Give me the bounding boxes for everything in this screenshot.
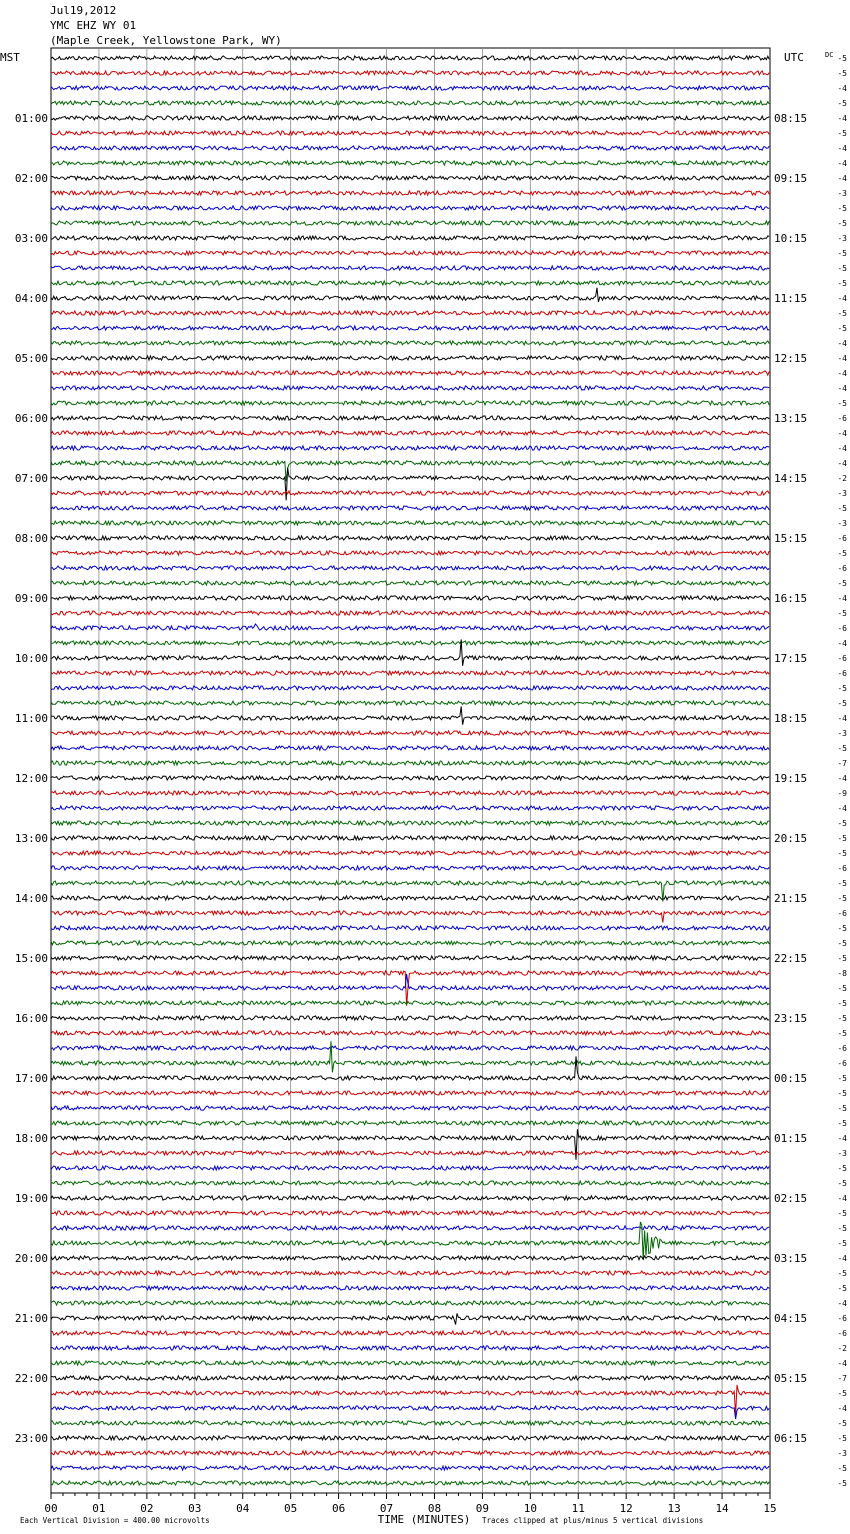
- dc-offset-label: -5: [837, 819, 847, 828]
- dc-offset-label: -5: [837, 54, 847, 63]
- utc-hour-label: 02:15: [774, 1192, 808, 1205]
- seismic-trace: [51, 341, 769, 345]
- mst-hour-label: 21:00: [14, 1312, 48, 1325]
- utc-hour-label: 21:15: [774, 892, 808, 905]
- mst-hour-label: 12:00: [14, 772, 48, 785]
- dc-offset-label: -5: [837, 1014, 847, 1023]
- dc-offset-label: -6: [837, 669, 847, 678]
- dc-offset-label: -4: [837, 594, 847, 603]
- dc-offset-label: -6: [837, 1329, 847, 1338]
- utc-hour-label: 16:15: [774, 592, 808, 605]
- dc-offset-label: -4: [837, 804, 847, 813]
- dc-offset-label: -5: [837, 1479, 847, 1488]
- seismic-trace: [51, 746, 769, 750]
- seismic-trace: [51, 761, 769, 765]
- seismic-trace: [51, 431, 769, 435]
- seismic-trace: [51, 896, 769, 900]
- seismic-trace: [51, 311, 769, 315]
- seismic-trace: [51, 521, 769, 525]
- utc-hour-label: 14:15: [774, 472, 808, 485]
- dc-offset-label: -5: [837, 744, 847, 753]
- dc-offset-label: -5: [837, 954, 847, 963]
- seismic-trace: [51, 266, 769, 270]
- seismic-trace: [51, 866, 769, 870]
- seismic-trace: [51, 1271, 769, 1275]
- minute-tick-label: 02: [140, 1502, 154, 1515]
- minute-tick-label: 07: [379, 1502, 394, 1515]
- utc-hour-label: 17:15: [774, 652, 808, 665]
- dc-offset-label: -5: [837, 609, 847, 618]
- dc-offset-label: -5: [837, 1419, 847, 1428]
- utc-hour-label: 01:15: [774, 1132, 808, 1145]
- dc-offset-label: -5: [837, 1224, 847, 1233]
- dc-offset-label: -4: [837, 459, 847, 468]
- dc-offset-label: -6: [837, 1044, 847, 1053]
- seismic-trace: [51, 706, 769, 724]
- minute-tick-label: 12: [619, 1502, 633, 1515]
- plot-frame: [51, 48, 770, 1493]
- mst-hour-label: 05:00: [14, 352, 48, 365]
- mst-hour-label: 01:00: [14, 112, 48, 125]
- station-location: (Maple Creek, Yellowstone Park, WY): [50, 34, 282, 47]
- dc-offset-label: -5: [837, 279, 847, 288]
- seismic-trace: [51, 1106, 769, 1110]
- dc-offset-label: -5: [837, 99, 847, 108]
- seismic-trace: [51, 941, 769, 945]
- minute-tick-label: 15: [763, 1502, 777, 1515]
- mst-hour-label: 02:00: [14, 172, 48, 185]
- mst-hour-label: 10:00: [14, 652, 48, 665]
- minute-tick-label: 06: [331, 1502, 346, 1515]
- seismic-trace: [51, 1313, 769, 1324]
- dc-offset-label: -6: [837, 654, 847, 663]
- seismic-trace: [51, 1196, 769, 1200]
- mst-hour-label: 09:00: [14, 592, 48, 605]
- seismic-trace: [51, 1385, 769, 1415]
- station-id: YMC EHZ WY 01: [50, 19, 137, 32]
- seismic-trace: [51, 146, 769, 150]
- seismic-trace: [51, 1256, 769, 1260]
- minute-tick-label: 01: [92, 1502, 106, 1515]
- seismic-trace: [51, 1376, 769, 1380]
- utc-hour-label: 13:15: [774, 412, 808, 425]
- seismic-trace: [51, 191, 769, 195]
- seismic-trace: [51, 1331, 769, 1335]
- mst-hour-label: 17:00: [14, 1072, 48, 1085]
- seismic-trace: [51, 221, 769, 225]
- seismic-trace: [51, 326, 769, 330]
- dc-offset-label: -4: [837, 369, 847, 378]
- seismic-trace: [51, 401, 769, 405]
- minute-tick-label: 11: [571, 1502, 585, 1515]
- dc-offset-label: -3: [837, 489, 847, 498]
- seismic-trace: [51, 671, 769, 675]
- seismic-trace: [51, 641, 769, 645]
- dc-offset-label: -4: [837, 84, 847, 93]
- dc-offset-label: -5: [837, 579, 847, 588]
- seismic-trace: [51, 1056, 769, 1080]
- minute-tick-label: 10: [523, 1502, 537, 1515]
- dc-offset-label: -2: [837, 1344, 847, 1353]
- x-axis-label: TIME (MINUTES): [377, 1513, 471, 1526]
- utc-hour-label: 22:15: [774, 952, 808, 965]
- seismic-trace: [51, 1346, 769, 1350]
- seismic-trace: [51, 281, 769, 285]
- mst-hour-label: 04:00: [14, 292, 48, 305]
- seismic-trace: [51, 506, 769, 510]
- mst-hour-label: 08:00: [14, 532, 48, 545]
- seismic-trace: [51, 974, 769, 990]
- seismic-trace: [51, 1016, 769, 1020]
- dc-offset-label: -6: [837, 1314, 847, 1323]
- utc-hour-label: 20:15: [774, 832, 808, 845]
- utc-hour-label: 03:15: [774, 1252, 808, 1265]
- utc-hour-label: 19:15: [774, 772, 808, 785]
- utc-hour-label: 18:15: [774, 712, 808, 725]
- dc-offset-label: -5: [837, 1284, 847, 1293]
- seismic-trace: [51, 101, 769, 105]
- seismic-traces: [51, 56, 769, 1485]
- dc-offset-label: -6: [837, 1059, 847, 1068]
- dc-offset-label: -3: [837, 729, 847, 738]
- dc-offset-label: -5: [837, 849, 847, 858]
- dc-offset-label: -5: [837, 69, 847, 78]
- seismic-trace: [51, 851, 769, 855]
- dc-label: DC: [825, 51, 834, 59]
- seismic-trace: [51, 1091, 769, 1095]
- mst-hour-label: 23:00: [14, 1432, 48, 1445]
- utc-hour-label: 09:15: [774, 172, 808, 185]
- seismic-trace: [51, 251, 769, 255]
- dc-offset-label: -4: [837, 639, 847, 648]
- dc-offset-label: -4: [837, 144, 847, 153]
- dc-offset-label: -5: [837, 1434, 847, 1443]
- seismic-trace: [51, 1421, 769, 1425]
- dc-offset-label: -5: [837, 549, 847, 558]
- dc-offset-label: -5: [837, 1029, 847, 1038]
- seismic-trace: [51, 686, 769, 690]
- seismic-trace: [51, 491, 769, 495]
- dc-offset-label: -5: [837, 309, 847, 318]
- seismic-trace: [51, 821, 769, 825]
- utc-hour-label: 11:15: [774, 292, 808, 305]
- mst-hour-label: 22:00: [14, 1372, 48, 1385]
- dc-offset-label: -4: [837, 1254, 847, 1263]
- record-date: Jul19,2012: [50, 4, 117, 17]
- utc-hour-label: 10:15: [774, 232, 808, 245]
- seismic-trace: [51, 1031, 769, 1035]
- dc-offset-label: -4: [837, 444, 847, 453]
- dc-offset-label: -5: [837, 699, 847, 708]
- mst-hour-label: 11:00: [14, 712, 48, 725]
- seismic-trace: [51, 1466, 769, 1470]
- minute-tick-label: 14: [715, 1502, 729, 1515]
- seismic-trace: [51, 1481, 769, 1485]
- seismic-trace: [51, 206, 769, 210]
- dc-offset-label: -6: [837, 624, 847, 633]
- minute-tick-label: 05: [284, 1502, 298, 1515]
- dc-offset-label: -3: [837, 1449, 847, 1458]
- mst-hour-label: 13:00: [14, 832, 48, 845]
- seismic-trace: [51, 624, 769, 630]
- minute-tick-label: 13: [667, 1502, 681, 1515]
- dc-offset-label: -4: [837, 774, 847, 783]
- seismic-trace: [51, 836, 769, 840]
- utc-hour-label: 15:15: [774, 532, 808, 545]
- dc-offset-label: -6: [837, 534, 847, 543]
- mst-hour-label: 16:00: [14, 1012, 48, 1025]
- seismic-trace: [51, 701, 769, 705]
- dc-offset-label: -5: [837, 204, 847, 213]
- mst-hour-label: 14:00: [14, 892, 48, 905]
- dc-offset-label: -3: [837, 234, 847, 243]
- dc-offset-label: -4: [837, 174, 847, 183]
- utc-hour-label: 12:15: [774, 352, 808, 365]
- seismic-trace: [51, 566, 769, 570]
- dc-offset-label: -4: [837, 714, 847, 723]
- mst-hour-label: 15:00: [14, 952, 48, 965]
- seismic-trace: [51, 356, 769, 360]
- dc-offset-label: -8: [837, 969, 847, 978]
- minute-tick-label: 03: [188, 1502, 202, 1515]
- clip-note: Traces clipped at plus/minus 5 vertical divisions: [482, 1516, 704, 1525]
- seismic-trace: [51, 116, 769, 120]
- seismic-trace: [51, 446, 769, 450]
- minute-tick-label: 04: [236, 1502, 250, 1515]
- dc-offset-label: -3: [837, 189, 847, 198]
- dc-offset-label: -5: [837, 399, 847, 408]
- minute-tick-label: 00: [44, 1502, 58, 1515]
- mst-label: MST: [0, 51, 20, 64]
- dc-offset-label: -5: [837, 924, 847, 933]
- dc-offset-label: -5: [837, 684, 847, 693]
- dc-offset-label: -6: [837, 864, 847, 873]
- dc-offset-label: -5: [837, 999, 847, 1008]
- seismic-trace: [51, 176, 769, 180]
- seismic-trace: [51, 468, 769, 501]
- dc-offset-label: -9: [837, 789, 847, 798]
- dc-offset-label: -4: [837, 114, 847, 123]
- mst-hour-label: 06:00: [14, 412, 48, 425]
- seismic-trace: [51, 56, 769, 60]
- seismic-trace: [51, 956, 769, 960]
- seismic-trace: [51, 1301, 769, 1305]
- minute-tick-label: 08: [427, 1502, 442, 1515]
- dc-offset-label: -5: [837, 1104, 847, 1113]
- seismic-trace: [51, 1046, 769, 1050]
- dc-offset-label: -4: [837, 429, 847, 438]
- dc-offset-label: -2: [837, 474, 847, 483]
- seismic-trace: [51, 596, 769, 600]
- utc-label: UTC: [784, 51, 804, 64]
- dc-offset-label: -5: [837, 1269, 847, 1278]
- seismic-trace: [51, 161, 769, 165]
- seismic-trace: [51, 1286, 769, 1290]
- dc-offset-label: -5: [837, 1239, 847, 1248]
- dc-offset-label: -4: [837, 1134, 847, 1143]
- seismic-trace: [51, 776, 769, 780]
- seismic-trace: [51, 1121, 769, 1125]
- dc-offset-label: -5: [837, 1164, 847, 1173]
- utc-hour-label: 06:15: [774, 1432, 808, 1445]
- dc-offset-label: -4: [837, 294, 847, 303]
- dc-offset-label: -5: [837, 939, 847, 948]
- dc-offset-label: -5: [837, 1089, 847, 1098]
- dc-offset-label: -7: [837, 759, 847, 768]
- dc-offset-label: -5: [837, 879, 847, 888]
- dc-offset-label: -5: [837, 1389, 847, 1398]
- minute-tick-label: 09: [475, 1502, 490, 1515]
- seismic-trace: [51, 416, 769, 420]
- seismic-trace: [51, 131, 769, 135]
- seismic-trace: [51, 236, 769, 240]
- dc-offset-label: -5: [837, 504, 847, 513]
- seismic-trace: [51, 1226, 769, 1230]
- dc-offset-label: -5: [837, 1119, 847, 1128]
- seismic-trace: [51, 551, 769, 555]
- dc-offset-label: -5: [837, 1074, 847, 1083]
- seismic-trace: [51, 1001, 769, 1005]
- dc-offset-label: -3: [837, 519, 847, 528]
- seismic-trace: [51, 536, 769, 540]
- dc-offset-label: -6: [837, 909, 847, 918]
- dc-offset-label: -4: [837, 354, 847, 363]
- dc-offset-label: -5: [837, 219, 847, 228]
- mst-hour-label: 19:00: [14, 1192, 48, 1205]
- seismic-trace: [51, 1451, 769, 1455]
- seismic-trace: [51, 288, 769, 302]
- dc-offset-label: -3: [837, 1149, 847, 1158]
- mst-hour-label: 18:00: [14, 1132, 48, 1145]
- dc-offset-label: -4: [837, 1404, 847, 1413]
- dc-offset-label: -4: [837, 1194, 847, 1203]
- seismic-trace: [51, 386, 769, 390]
- dc-offset-label: -5: [837, 249, 847, 258]
- seismic-trace: [51, 1041, 769, 1072]
- seismic-trace: [51, 926, 769, 930]
- mst-hour-label: 03:00: [14, 232, 48, 245]
- dc-offset-label: -5: [837, 894, 847, 903]
- mst-hour-label: 20:00: [14, 1252, 48, 1265]
- dc-offset-label: -6: [837, 414, 847, 423]
- utc-hour-label: 08:15: [774, 112, 808, 125]
- dc-offset-label: -5: [837, 1464, 847, 1473]
- dc-offset-label: -4: [837, 159, 847, 168]
- utc-hour-label: 04:15: [774, 1312, 808, 1325]
- dc-offset-label: -5: [837, 324, 847, 333]
- seismic-trace: [51, 1361, 769, 1365]
- seismic-trace: [51, 1436, 769, 1440]
- seismic-trace: [51, 581, 769, 585]
- seismic-trace: [51, 731, 769, 735]
- dc-offset-label: -5: [837, 1179, 847, 1188]
- seismic-trace: [51, 611, 769, 615]
- utc-hour-label: 00:15: [774, 1072, 808, 1085]
- dc-offset-label: -5: [837, 264, 847, 273]
- dc-offset-label: -5: [837, 984, 847, 993]
- dc-offset-label: -4: [837, 339, 847, 348]
- dc-offset-label: -5: [837, 834, 847, 843]
- seismic-trace: [51, 1181, 769, 1185]
- dc-offset-label: -4: [837, 1359, 847, 1368]
- seismic-trace: [51, 791, 769, 795]
- dc-offset-label: -5: [837, 1209, 847, 1218]
- seismic-trace: [51, 86, 769, 90]
- dc-offset-label: -5: [837, 129, 847, 138]
- seismic-trace: [51, 1151, 769, 1155]
- seismic-trace: [51, 1166, 769, 1170]
- seismic-trace: [51, 806, 769, 810]
- dc-offset-label: -7: [837, 1374, 847, 1383]
- utc-hour-label: 05:15: [774, 1372, 808, 1385]
- dc-offset-label: -4: [837, 384, 847, 393]
- seismic-trace: [51, 371, 769, 375]
- scale-note: Each Vertical Division = 400.00 microvolts: [20, 1516, 210, 1525]
- seismic-trace: [51, 911, 769, 923]
- mst-hour-label: 07:00: [14, 472, 48, 485]
- time-grid: [51, 48, 770, 1499]
- seismic-trace: [51, 1406, 769, 1419]
- dc-offset-label: -4: [837, 1299, 847, 1308]
- utc-hour-label: 23:15: [774, 1012, 808, 1025]
- dc-offset-label: -6: [837, 564, 847, 573]
- seismic-trace: [51, 1211, 769, 1215]
- seismic-trace: [51, 71, 769, 75]
